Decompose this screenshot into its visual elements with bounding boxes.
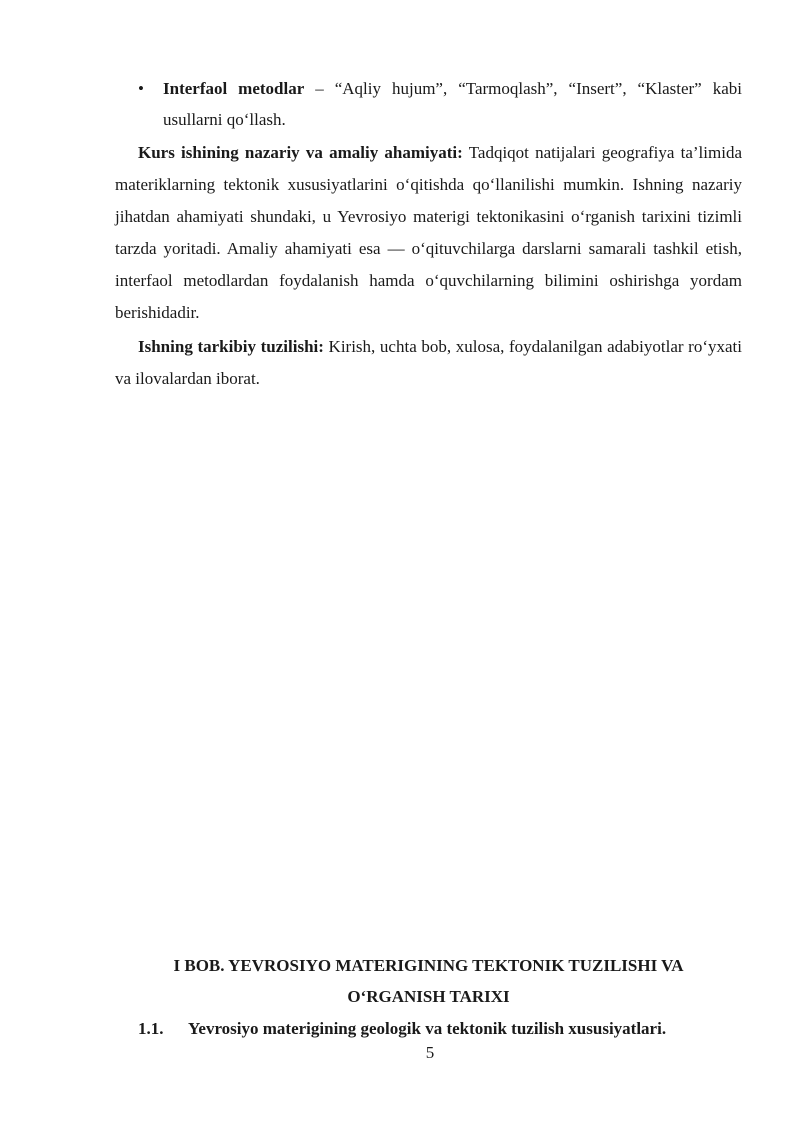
page-number: 5 xyxy=(425,1043,435,1062)
bullet-text xyxy=(163,73,742,135)
bullet-description: – “Aqliy hujum”, “Tarmoqlash”, “Insert”, “Klaster” kabi usullarni qo‘llash. xyxy=(163,79,742,129)
chapter-heading-line-1: I BOB. YEVROSIYO MATERIGINING TEKTONIK TUZILISHI VA xyxy=(173,956,684,975)
section-title: Yevrosiyo materigining geologik va tektonik tuzilish xususiyatlari. xyxy=(188,1019,667,1038)
structure-paragraph xyxy=(115,331,742,395)
bullet-marker: • xyxy=(138,79,144,98)
section-heading xyxy=(138,1015,738,1043)
significance-heading: Kurs ishining nazariy va amaliy ahamiyati: xyxy=(138,143,463,162)
significance-paragraph xyxy=(115,137,742,329)
section-number: 1.1. xyxy=(138,1019,164,1038)
structure-text: Kirish, uchta bob, xulosa, foydalanilgan adabiyotlar ro‘yxati va ilovalardan iborat. xyxy=(115,337,742,388)
significance-text: Tadqiqot natijalari geografiya ta’limida materiklarning tektonik xususiyatlarini o‘qitishda qo‘llanilishi mumkin. Ishning nazariy jihatdan ahamiyati shundaki, u Yevrosiyo materigi tektonikasini o‘rganish tarixini tizimli tarzda yoritadi. Amaliy ahamiyati esa — o‘qituvchilarga darslarni samarali tashkil etish, interfaol metodlardan foydalanish hamda o‘quvchilarning bilimini oshirishga yordam berishidadir. xyxy=(115,143,742,322)
chapter-heading-line-2: O‘RGANISH TARIXI xyxy=(347,987,510,1006)
bullet-term: Interfaol metodlar xyxy=(163,79,305,98)
bullet-item-interactive-methods xyxy=(138,73,742,135)
chapter-heading xyxy=(115,950,742,1012)
structure-heading: Ishning tarkibiy tuzilishi: xyxy=(138,337,324,356)
